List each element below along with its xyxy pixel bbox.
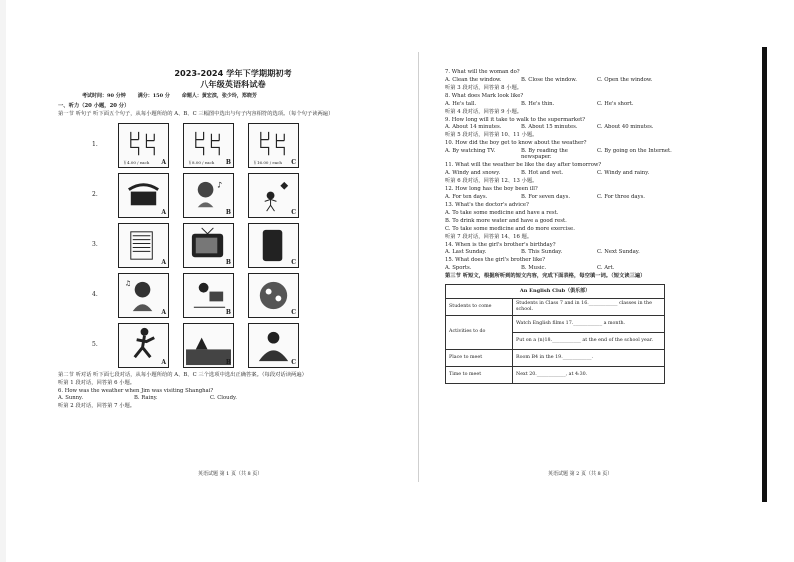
table-row bbox=[446, 366, 665, 383]
picture-5c[interactable] bbox=[248, 323, 299, 368]
option-b[interactable]: B. By reading the newspaper. bbox=[521, 147, 568, 161]
option-b[interactable]: B. Close the window. bbox=[521, 77, 577, 83]
option-label-c: C bbox=[291, 159, 296, 167]
option-label-c: C bbox=[291, 309, 296, 317]
question-10: 10. How did the boy get to know about the weather? bbox=[445, 140, 587, 147]
question-7-options bbox=[445, 77, 675, 84]
part1-heading: 一、听力（20 小题，20 分） bbox=[58, 102, 130, 109]
option-c[interactable]: C. Art. bbox=[597, 264, 615, 271]
blank-20[interactable]: Next 20.____________, at 4:30. bbox=[513, 366, 665, 383]
option-c[interactable]: C. Cloudy. bbox=[210, 395, 237, 402]
option-b[interactable]: B. Music. bbox=[521, 264, 547, 271]
picture-grid bbox=[58, 123, 408, 370]
table-title: An English Club（俱乐部） bbox=[446, 285, 665, 298]
option-label-a: A bbox=[161, 359, 166, 367]
price-label: ￥4.00 / each bbox=[123, 159, 150, 165]
option-b[interactable]: B. Rainy. bbox=[134, 395, 158, 402]
page-1 bbox=[58, 68, 408, 410]
picture-1b[interactable] bbox=[183, 123, 234, 168]
option-a[interactable]: A. Sports. bbox=[445, 264, 472, 271]
question-14-options bbox=[445, 249, 675, 256]
section2-instructions: 第二节 听对话 听下面七段对话，从每小题所给的 A、B、C 三个选项中选出正确答案。（每段对话读两遍） bbox=[58, 371, 307, 378]
exam-title-line2: 八年级英语科试卷 bbox=[200, 78, 266, 89]
option-label-a: A bbox=[161, 159, 166, 167]
option-c[interactable]: C. Next Sunday. bbox=[597, 249, 640, 256]
picture-row-5 bbox=[58, 323, 408, 370]
table-row bbox=[446, 298, 665, 315]
option-c[interactable]: C. About 40 minutes. bbox=[597, 124, 654, 131]
blank-16[interactable]: Students in Class 7 and in 16.____________ classes in the school. bbox=[513, 298, 665, 315]
picture-row-1 bbox=[58, 123, 408, 170]
question-8: 8. What does Mark look like? bbox=[445, 93, 524, 99]
option-c[interactable]: C. To take some medicine and do more exercise. bbox=[445, 225, 575, 232]
picture-3a[interactable] bbox=[118, 223, 169, 268]
question-11-options bbox=[445, 170, 675, 177]
section3-instructions: 第三节 听短文，根据所听到的短文内容，完成下面表格，每空填一词。（短文读三遍） bbox=[445, 272, 646, 279]
picture-5b[interactable] bbox=[183, 323, 234, 368]
row-key: Time to meet bbox=[446, 366, 513, 383]
option-a[interactable]: A. Clean the window. bbox=[445, 77, 502, 83]
question-9-options bbox=[445, 124, 675, 131]
page-1-footer: 英语试题 第 1 页（共 8 页） bbox=[198, 471, 263, 477]
option-b[interactable]: B. About 15 minutes. bbox=[521, 124, 578, 131]
option-a[interactable]: A. Sunny. bbox=[58, 395, 84, 402]
page-2-footer: 英语试题 第 2 页（共 8 页） bbox=[548, 471, 613, 477]
option-b[interactable]: B. This Sunday. bbox=[521, 249, 563, 256]
dialogue-4-note: 听第 4 段对话，回答第 9 小题。 bbox=[445, 108, 523, 115]
option-label-a: A bbox=[161, 309, 166, 317]
option-a[interactable]: A. To take some medicine and have a rest. bbox=[445, 209, 559, 216]
scan-edge bbox=[0, 0, 6, 562]
exam-title-line1: 2023-2024 学年下学期期初考 bbox=[174, 68, 292, 78]
table-row bbox=[446, 315, 665, 332]
question-11: 11. What will the weather be like the day after tomorrow? bbox=[445, 162, 602, 169]
option-label-b: B bbox=[225, 159, 231, 167]
option-label-c: C bbox=[291, 259, 296, 267]
picture-1a[interactable] bbox=[118, 123, 169, 168]
row-number: 1. bbox=[92, 140, 98, 148]
exam-author: 命题人：黄宏滨，张少玲，郑晓芳 bbox=[181, 93, 257, 100]
picture-1c[interactable] bbox=[248, 123, 299, 168]
section1-instructions: 第一节 听句子 听下面五个句子，从每小题所给的 A、B、C 三幅图中选出与句子内容相符的选项。（每个句子读两遍） bbox=[58, 111, 334, 118]
page-2 bbox=[445, 68, 675, 384]
dialogue-2-note: 听第 2 段对话，回答第 7 小题。 bbox=[58, 403, 136, 410]
option-label-b: B bbox=[225, 309, 231, 317]
picture-4c[interactable] bbox=[248, 273, 299, 318]
question-15-options bbox=[445, 265, 675, 272]
svg-text:♪: ♪ bbox=[217, 180, 223, 190]
option-b[interactable]: B. Hot and wet. bbox=[521, 170, 564, 177]
picture-2a[interactable] bbox=[118, 173, 169, 218]
option-label-b: B bbox=[225, 209, 231, 217]
dialogue-7-note: 听第 7 段对话，回答第 14、16 题。 bbox=[445, 233, 533, 240]
exam-meta bbox=[58, 93, 408, 99]
option-label-a: A bbox=[161, 209, 166, 217]
blank-19[interactable]: Room B4 in the 19.____________. bbox=[513, 349, 665, 366]
option-label-a: A bbox=[161, 259, 166, 267]
row-number: 2. bbox=[92, 190, 98, 198]
question-6: 6. How was the weather when Jim was visiting Shanghai? bbox=[58, 387, 214, 394]
dialogue-3-note: 听第 3 段对话，回答第 8 小题。 bbox=[445, 85, 523, 91]
option-c[interactable]: C. He's short. bbox=[597, 100, 634, 107]
dialogue-1-note: 听第 1 段对话，回答第 6 小题。 bbox=[58, 379, 136, 386]
question-8-options bbox=[445, 101, 675, 108]
row-number: 3. bbox=[92, 240, 98, 248]
question-13: 13. What's the doctor's advice? bbox=[445, 201, 529, 208]
question-14: 14. When is the girl's brother's birthday? bbox=[445, 241, 556, 248]
option-a[interactable]: A. By watching TV. bbox=[445, 147, 496, 154]
picture-2c[interactable] bbox=[248, 173, 299, 218]
option-label-c: C bbox=[291, 209, 296, 217]
picture-4b[interactable] bbox=[183, 273, 234, 318]
option-a[interactable]: A. For ten days. bbox=[445, 193, 488, 200]
dialogue-6-note: 听第 6 段对话，回答第 12、13 小题。 bbox=[445, 178, 538, 185]
option-b[interactable]: B. To drink more water and have a good rest. bbox=[445, 217, 567, 224]
option-a[interactable]: A. He's tall. bbox=[445, 100, 477, 107]
option-c[interactable]: C. Windy and rainy. bbox=[597, 170, 650, 177]
row-number: 4. bbox=[92, 290, 98, 298]
option-label-b: B bbox=[225, 259, 231, 267]
picture-3b[interactable] bbox=[183, 223, 234, 268]
option-a[interactable]: A. About 14 minutes. bbox=[445, 124, 502, 131]
picture-3c[interactable] bbox=[248, 223, 299, 268]
question-9: 9. How long will it take to walk to the supermarket? bbox=[445, 116, 586, 123]
question-15: 15. What does the girl's brother like? bbox=[445, 257, 546, 264]
scan-black-bar bbox=[762, 47, 767, 502]
question-10-options bbox=[445, 148, 675, 161]
club-table bbox=[445, 284, 665, 383]
picture-2b[interactable] bbox=[183, 173, 234, 218]
question-7: 7. What will the woman do? bbox=[445, 69, 520, 76]
price-label: ￥16.00 / each bbox=[253, 159, 282, 165]
exam-time: 考试时间：90 分钟 bbox=[82, 93, 126, 100]
option-b[interactable]: B. He's thin. bbox=[521, 100, 555, 107]
row-number: 5. bbox=[92, 340, 98, 348]
question-6-options bbox=[58, 395, 408, 402]
blank-18[interactable]: Put on a (n)18.____________ at the end of the school year. bbox=[513, 332, 665, 349]
price-label: ￥8.00 / each bbox=[188, 159, 215, 165]
picture-row-4 bbox=[58, 273, 408, 320]
picture-5a[interactable] bbox=[118, 323, 169, 368]
row-key: Activities to do bbox=[446, 315, 513, 349]
option-c[interactable]: C. For three days. bbox=[597, 193, 645, 200]
option-c[interactable]: C. Open the window. bbox=[597, 77, 653, 83]
picture-4a[interactable] bbox=[118, 273, 169, 318]
blank-17[interactable]: Watch English films 17.____________ a month. bbox=[513, 315, 665, 332]
question-12-options bbox=[445, 194, 675, 201]
table-row bbox=[446, 349, 665, 366]
row-key: Place to meet bbox=[446, 349, 513, 366]
picture-row-2 bbox=[58, 173, 408, 220]
page-divider bbox=[418, 52, 419, 482]
svg-text:♫: ♫ bbox=[124, 279, 132, 288]
row-key: Students to come bbox=[446, 298, 513, 315]
option-a[interactable]: A. Windy and snowy. bbox=[445, 170, 501, 177]
question-12: 12. How long has the boy been ill? bbox=[445, 186, 538, 193]
option-label-c: C bbox=[291, 359, 296, 367]
picture-row-3 bbox=[58, 223, 408, 270]
exam-score: 满分：150 分 bbox=[137, 93, 170, 100]
dialogue-5-note: 听第 5 段对话，回答第 10、11 小题。 bbox=[445, 132, 538, 139]
option-label-b: B bbox=[225, 359, 231, 367]
option-b[interactable]: B. For seven days. bbox=[521, 193, 571, 200]
option-c[interactable]: C. By going on the Internet. bbox=[597, 147, 672, 154]
option-a[interactable]: A. Last Sunday. bbox=[445, 249, 487, 256]
